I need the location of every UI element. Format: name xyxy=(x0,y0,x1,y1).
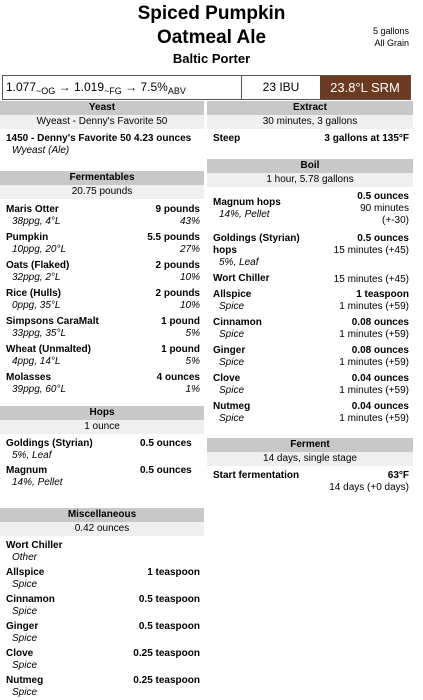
boil-item xyxy=(207,289,413,317)
item-name: Molasses xyxy=(6,372,52,383)
item-detail: Spice xyxy=(219,385,245,396)
section-heading: Fermentables xyxy=(0,171,204,185)
list-item xyxy=(0,316,204,344)
item-amount: 0.5 ounces xyxy=(140,465,192,476)
brew-method: All Grain xyxy=(374,38,409,48)
item-amount: 0.5 teaspoon xyxy=(138,621,200,632)
fg-value: 1.019 xyxy=(74,80,105,94)
batch-size: 5 gallons xyxy=(372,26,409,36)
item-time: 1 minutes (+59) xyxy=(339,385,409,396)
item-name: Clove xyxy=(6,648,34,659)
item-amount: 0.04 ounces xyxy=(351,373,409,384)
item-detail: 33ppg, 35°L xyxy=(12,328,67,339)
item-name: Magnum xyxy=(6,465,48,476)
item-detail: 0ppg, 35°L xyxy=(12,300,61,311)
section-summary: 0.42 ounces xyxy=(0,522,204,536)
step-value: 3 gallons at 135°F xyxy=(324,133,409,144)
section-summary: 14 days, single stage xyxy=(207,452,413,466)
fg-unit: FG xyxy=(109,86,122,96)
list-item xyxy=(0,675,204,700)
list-item xyxy=(0,438,204,465)
item-percent: 5% xyxy=(185,356,200,367)
item-amount: 0.5 ounces xyxy=(357,191,409,202)
extract-section xyxy=(207,101,413,147)
item-name: Simpsons CaraMalt xyxy=(6,316,99,327)
boil-item xyxy=(207,373,413,401)
section-summary: 30 minutes, 3 gallons xyxy=(207,115,413,129)
item-time: 90 minutes xyxy=(360,203,409,214)
ferment-step xyxy=(207,470,413,498)
item-time: (+-30) xyxy=(382,215,409,226)
item-amount: 0.5 teaspoon xyxy=(138,594,200,605)
item-amount: 0.25 teaspoon xyxy=(133,648,200,659)
list-item xyxy=(0,540,204,567)
ferment-section xyxy=(207,438,413,498)
item-time: 1 minutes (+59) xyxy=(339,301,409,312)
section-summary: 1 ounce xyxy=(0,420,204,434)
item-detail: Other xyxy=(12,552,38,563)
item-detail: 10ppg, 20°L xyxy=(12,244,67,255)
item-detail: Wyeast (Ale) xyxy=(12,145,70,156)
item-time: 1 minutes (+59) xyxy=(339,329,409,340)
item-name: hops xyxy=(213,245,237,256)
item-detail: 38ppg, 4°L xyxy=(12,216,61,227)
item-name: Wort Chiller xyxy=(6,540,63,551)
section-heading: Extract xyxy=(207,101,413,115)
abv-unit: ABV xyxy=(167,86,186,96)
item-amount: 0.04 ounces xyxy=(351,401,409,412)
abv-value: 7.5% xyxy=(140,80,168,94)
boil-item xyxy=(207,273,413,289)
list-item xyxy=(0,372,204,400)
hops-section xyxy=(0,406,204,492)
section-summary: 20.75 pounds xyxy=(0,185,204,199)
item-amount: 9 pounds xyxy=(155,204,200,215)
recipe-title-line1: Spiced Pumpkin xyxy=(137,3,286,24)
step-name: Start fermentation xyxy=(213,470,300,481)
boil-item xyxy=(207,317,413,345)
section-heading: Yeast xyxy=(0,101,204,115)
list-item xyxy=(0,260,204,288)
item-amount: 1 pound xyxy=(161,344,200,355)
item-detail: 32ppg, 2°L xyxy=(12,272,61,283)
item-amount: 0.25 teaspoon xyxy=(133,675,200,686)
item-name: Maris Otter xyxy=(6,204,59,215)
item-detail: 5%, Leaf xyxy=(219,257,259,268)
item-detail: Spice xyxy=(12,633,38,644)
item-name: Rice (Hulls) xyxy=(6,288,62,299)
item-amount: 1 teaspoon xyxy=(147,567,200,578)
right-column xyxy=(207,101,413,498)
item-name: Goldings (Styrian) xyxy=(6,438,93,449)
boil-item xyxy=(207,345,413,373)
item-name: Ginger xyxy=(6,621,39,632)
item-detail: Spice xyxy=(219,413,245,424)
yeast-item xyxy=(0,133,204,157)
misc-section xyxy=(0,508,204,700)
item-detail: Spice xyxy=(219,329,245,340)
recipe-style: Baltic Porter xyxy=(172,51,251,66)
recipe-header xyxy=(0,0,423,72)
step-time: 14 days (+0 days) xyxy=(329,482,409,493)
arrow-icon: → xyxy=(58,80,74,94)
item-amount: 2 pounds xyxy=(155,260,200,271)
item-percent: 43% xyxy=(179,216,200,227)
item-name: Oats (Flaked) xyxy=(6,260,70,271)
step-name: Steep xyxy=(213,133,241,144)
list-item xyxy=(0,648,204,675)
fermentables-section xyxy=(0,171,204,400)
item-detail: Spice xyxy=(12,606,38,617)
boil-item xyxy=(207,233,413,271)
item-percent: 5% xyxy=(185,328,200,339)
gravity-abv: $1.077_{\sim OG} \to 1.019_{\sim FG} \to 7.5\%_{ABV}$ xyxy=(6,80,186,96)
boil-section xyxy=(207,159,413,429)
section-heading: Hops xyxy=(0,406,204,420)
item-name: Pumpkin xyxy=(6,232,49,243)
item-amount: 0.08 ounces xyxy=(351,317,409,328)
left-column xyxy=(0,101,204,700)
arrow-icon: → xyxy=(125,80,141,94)
item-time: 15 minutes (+45) xyxy=(333,274,409,285)
item-percent: 10% xyxy=(179,300,200,311)
list-item xyxy=(0,344,204,372)
item-amount: 4 ounces xyxy=(156,372,200,383)
item-name: Allspice xyxy=(213,289,252,300)
srm-value: 23.8°L SRM xyxy=(320,76,410,99)
og-unit: OG xyxy=(41,86,56,96)
item-detail: Spice xyxy=(12,579,38,590)
section-summary: 1 hour, 5.78 gallons xyxy=(207,173,413,187)
step-temp: 63°F xyxy=(387,470,409,481)
item-name: 1450 - Denny's Favorite 50 4.23 ounces xyxy=(6,133,192,144)
item-name: Cinnamon xyxy=(213,317,262,328)
stats-bar xyxy=(2,75,411,100)
item-amount: 1 pound xyxy=(161,316,200,327)
item-detail: 39ppg, 60°L xyxy=(12,384,67,395)
item-amount: 0.08 ounces xyxy=(351,345,409,356)
extract-step xyxy=(207,133,413,147)
item-detail: 5%, Leaf xyxy=(12,450,52,461)
item-percent: 10% xyxy=(179,272,200,283)
item-amount: 1 teaspoon xyxy=(356,289,409,300)
list-item xyxy=(0,621,204,648)
list-item xyxy=(0,204,204,232)
list-item xyxy=(0,594,204,621)
item-amount: 0.5 ounces xyxy=(140,438,192,449)
yeast-section xyxy=(0,101,204,157)
item-name: Wort Chiller xyxy=(213,273,270,284)
item-detail: 14%, Pellet xyxy=(219,209,270,220)
item-name: Ginger xyxy=(213,345,246,356)
item-time: 1 minutes (+59) xyxy=(339,357,409,368)
item-detail: Spice xyxy=(12,660,38,671)
recipe-title-line2: Oatmeal Ale xyxy=(156,27,267,48)
list-item xyxy=(0,288,204,316)
item-percent: 1% xyxy=(185,384,200,395)
section-summary: Wyeast - Denny's Favorite 50 xyxy=(0,115,204,129)
list-item xyxy=(0,567,204,594)
item-name: Allspice xyxy=(6,567,45,578)
item-amount: 5.5 pounds xyxy=(147,232,200,243)
list-item xyxy=(0,465,204,492)
section-heading: Miscellaneous xyxy=(0,508,204,522)
item-percent: 27% xyxy=(179,244,200,255)
section-heading: Ferment xyxy=(207,438,413,452)
ibu-value: 23 IBU xyxy=(241,76,320,99)
item-amount: 2 pounds xyxy=(155,288,200,299)
item-time: 15 minutes (+45) xyxy=(333,245,409,256)
item-name: Cinnamon xyxy=(6,594,55,605)
item-name: Clove xyxy=(213,373,241,384)
item-name: Goldings (Styrian) xyxy=(213,233,300,244)
item-detail: Spice xyxy=(12,687,38,698)
item-detail: 4ppg, 14°L xyxy=(12,356,61,367)
og-value: 1.077 xyxy=(6,80,37,94)
section-heading: Boil xyxy=(207,159,413,173)
list-item xyxy=(0,232,204,260)
item-amount: 0.5 ounces xyxy=(357,233,409,244)
item-name: Nutmeg xyxy=(6,675,44,686)
item-detail: 14%, Pellet xyxy=(12,477,63,488)
item-name: Nutmeg xyxy=(213,401,251,412)
item-name: Magnum hops xyxy=(213,197,281,208)
item-detail: Spice xyxy=(219,301,245,312)
boil-item xyxy=(207,401,413,429)
item-time: 1 minutes (+59) xyxy=(339,413,409,424)
item-detail: Spice xyxy=(219,357,245,368)
batch-info xyxy=(373,25,409,49)
item-name: Wheat (Unmalted) xyxy=(6,344,91,355)
boil-item xyxy=(207,191,413,231)
